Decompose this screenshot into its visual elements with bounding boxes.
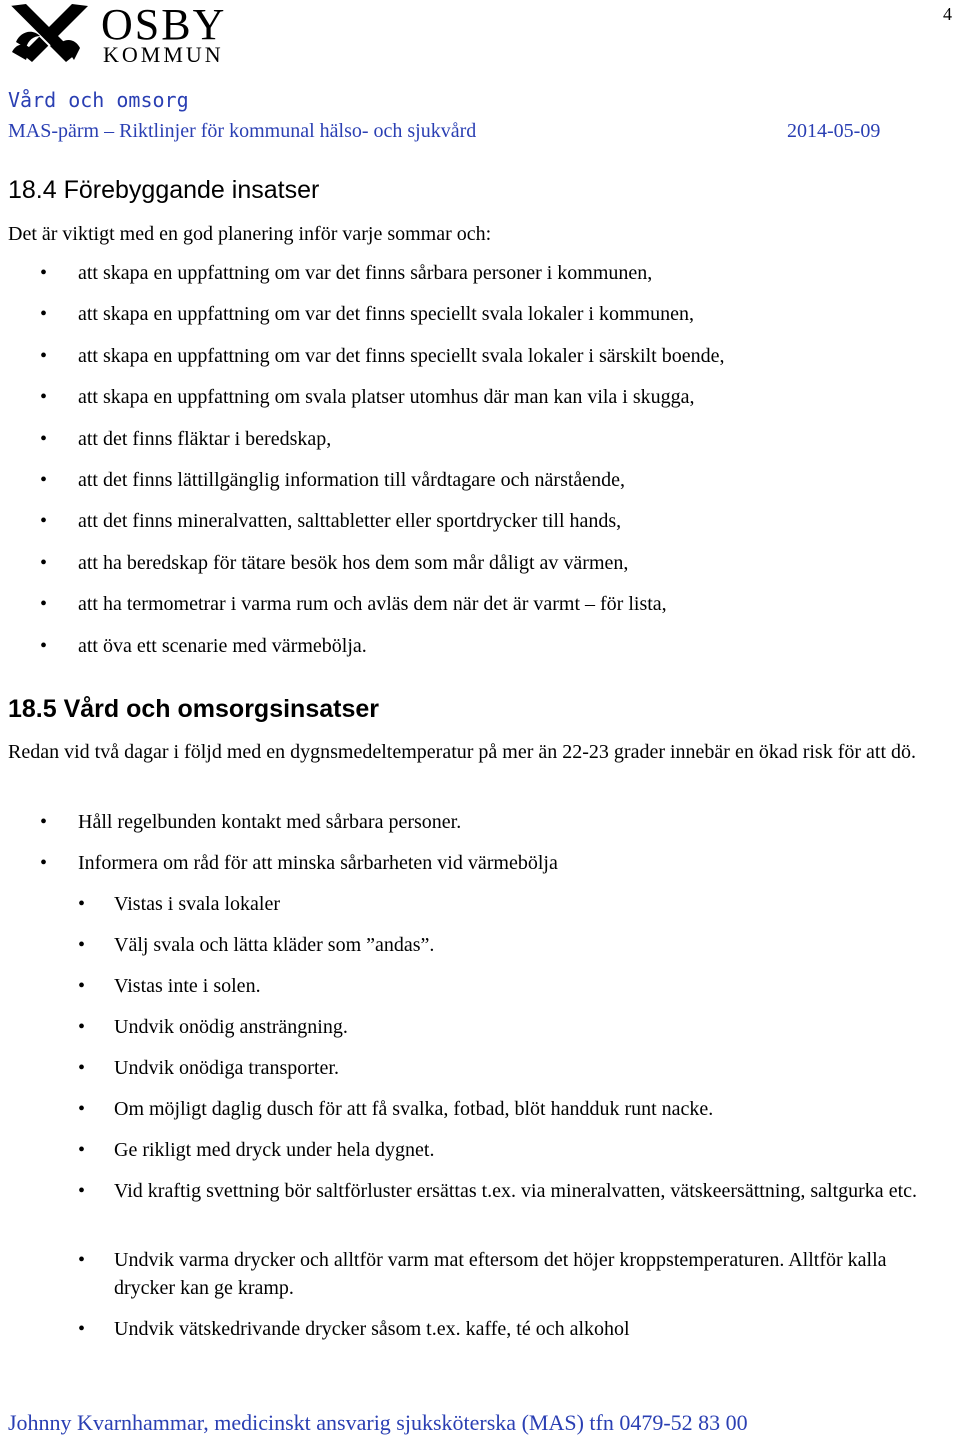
osby-kommun-logo: [6, 2, 246, 68]
list-item-text: Informera om råd för att minska sårbarheten vid värmebölja: [78, 852, 558, 874]
list-item-text: Undvik onödiga transporter.: [114, 1057, 339, 1079]
list-item: [40, 383, 940, 424]
heatwave-advice-list: [78, 890, 938, 1356]
bullet-icon: •: [40, 468, 48, 491]
list-item: [78, 931, 938, 972]
list-item: [78, 1177, 938, 1246]
page-footer: Johnny Kvarnhammar, medicinskt ansvarig sjuksköterska (MAS) tfn 0479-52 83 00: [8, 1410, 748, 1435]
list-item: [40, 425, 940, 466]
list-item-text: Vistas i svala lokaler: [114, 893, 280, 915]
list-item-text: att ha beredskap för tätare besök hos dem som mår dåligt av värmen,: [78, 551, 629, 574]
bullet-icon: •: [78, 893, 86, 915]
section-intro-care: Redan vid två dagar i följd med en dygnsmedeltemperatur på mer än 22-23 grader innebär en ökad risk för att dö.: [8, 741, 917, 763]
document-subtitle: MAS-pärm – Riktlinjer för kommunal hälso- och sjukvård: [8, 120, 477, 142]
bullet-icon: •: [40, 386, 48, 409]
list-item-text: att det finns fläktar i beredskap,: [78, 427, 332, 450]
bullet-icon: •: [78, 1318, 86, 1340]
crossed-swords-logo-icon: [6, 2, 92, 68]
bullet-icon: •: [40, 427, 48, 450]
list-item-text: att ha termometrar i varma rum och avläs dem när det är varmt – för lista,: [78, 593, 667, 616]
list-item-text: Undvik onödig ansträngning.: [114, 1016, 348, 1038]
list-item-text: Vid kraftig svettning bör saltförluster ersättas t.ex. via mineralvatten, vätskeersättning, saltgurka etc.: [114, 1180, 917, 1202]
logo-name-main: OSBY: [101, 0, 227, 49]
list-item: [78, 1013, 938, 1054]
care-measures-list: [40, 808, 940, 890]
bullet-icon: •: [78, 934, 86, 956]
section-intro-preventive: Det är viktigt med en god planering inför varje sommar och:: [8, 223, 492, 245]
list-item: [40, 808, 940, 849]
list-item: [78, 1095, 938, 1136]
section-heading-care: 18.5 Vård och omsorgsinsatser: [8, 695, 379, 723]
list-item-text: Undvik vätskedrivande drycker såsom t.ex. kaffe, té och alkohol: [114, 1318, 630, 1340]
list-item: [40, 259, 940, 300]
bullet-icon: •: [40, 634, 48, 657]
list-item-text: Vistas inte i solen.: [114, 975, 261, 997]
logo-name-sub: KOMMUN: [103, 42, 224, 67]
list-item-text: att öva ett scenarie med värmebölja.: [78, 634, 367, 657]
list-item: [40, 300, 940, 341]
bullet-icon: •: [40, 344, 48, 367]
list-item: [78, 972, 938, 1013]
list-item-text: att skapa en uppfattning om var det finns speciellt svala lokaler i kommunen,: [78, 303, 694, 326]
list-item: [78, 1246, 938, 1315]
bullet-icon: •: [40, 262, 48, 284]
list-item: [40, 549, 940, 590]
list-item-text: att skapa en uppfattning om var det finns sårbara personer i kommunen,: [78, 262, 653, 284]
bullet-icon: •: [78, 1057, 86, 1079]
list-item-text: att skapa en uppfattning om svala platser utomhus där man kan vila i skugga,: [78, 386, 695, 409]
list-item-text: att det finns lättillgänglig information till vårdtagare och närstående,: [78, 468, 626, 491]
bullet-icon: •: [78, 975, 86, 997]
list-item: [78, 1315, 938, 1356]
list-item-text: Undvik varma drycker och alltför varm mat eftersom det höjer kroppstemperaturen. Alltför kalla drycker kan ge kramp.: [114, 1249, 887, 1299]
list-item: [40, 590, 940, 631]
bullet-icon: •: [78, 1180, 86, 1202]
list-item-text: Om möjligt daglig dusch för att få svalka, fotbad, blöt handduk runt nacke.: [114, 1098, 714, 1120]
bullet-icon: •: [78, 1016, 86, 1038]
preventive-measures-list: [40, 259, 940, 673]
bullet-icon: •: [40, 510, 48, 533]
list-item-text: att skapa en uppfattning om var det finns speciellt svala lokaler i särskilt boende,: [78, 344, 725, 367]
bullet-icon: •: [78, 1098, 86, 1120]
bullet-icon: •: [40, 551, 48, 574]
list-item-text: Välj svala och lätta kläder som ”andas”.: [114, 934, 435, 956]
bullet-icon: •: [40, 852, 48, 874]
list-item: [40, 632, 940, 673]
bullet-icon: •: [40, 811, 48, 833]
list-item: [78, 1136, 938, 1177]
list-item: [40, 849, 940, 890]
bullet-icon: •: [40, 593, 48, 616]
list-item-text: Ge rikligt med dryck under hela dygnet.: [114, 1139, 435, 1161]
list-item-text: Håll regelbunden kontakt med sårbara personer.: [78, 811, 462, 833]
list-item: [40, 342, 940, 383]
department-title: Vård och omsorg: [8, 88, 189, 112]
list-item: [78, 890, 938, 931]
list-item-text: att det finns mineralvatten, salttabletter eller sportdrycker till hands,: [78, 510, 622, 533]
document-date: 2014-05-09: [787, 120, 881, 142]
bullet-icon: •: [40, 303, 48, 326]
bullet-icon: •: [78, 1249, 86, 1271]
page-number: 4: [943, 4, 952, 24]
bullet-icon: •: [78, 1139, 86, 1161]
list-item: [40, 507, 940, 548]
list-item: [40, 466, 940, 507]
section-heading-preventive: 18.4 Förebyggande insatser: [8, 176, 320, 204]
list-item: [78, 1054, 938, 1095]
